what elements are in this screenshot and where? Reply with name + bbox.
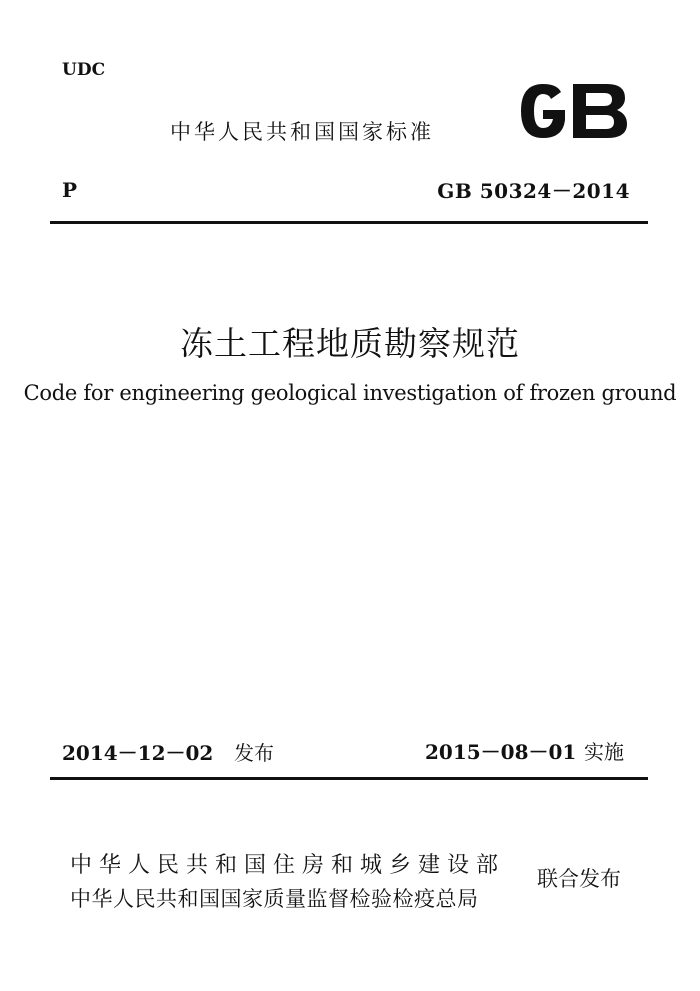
issuer-ministry-housing: 中华人民共和国住房和城乡建设部	[70, 853, 506, 878]
standard-number: GB 50324－2014	[437, 179, 630, 203]
top-divider	[50, 221, 648, 224]
issuer-aqsiq: 中华人民共和国国家质量监督检验检疫总局	[70, 887, 479, 911]
issue-label: 发布	[234, 741, 274, 765]
implementation-date: 2015－08－01	[425, 740, 577, 764]
category-code: P	[62, 178, 78, 202]
bottom-divider	[50, 777, 648, 780]
implementation-label: 实施	[584, 740, 624, 764]
issue-date: 2014－12－02	[62, 741, 214, 765]
gb-logo-icon	[513, 80, 631, 142]
udc-label: UDC	[62, 60, 106, 80]
national-standard-heading: 中华人民共和国国家标准	[170, 120, 434, 144]
title-english: Code for engineering geological investigation of frozen ground	[23, 381, 677, 405]
title-chinese: 冻土工程地质勘察规范	[180, 324, 520, 363]
joint-issue-label: 联合发布	[537, 867, 621, 891]
